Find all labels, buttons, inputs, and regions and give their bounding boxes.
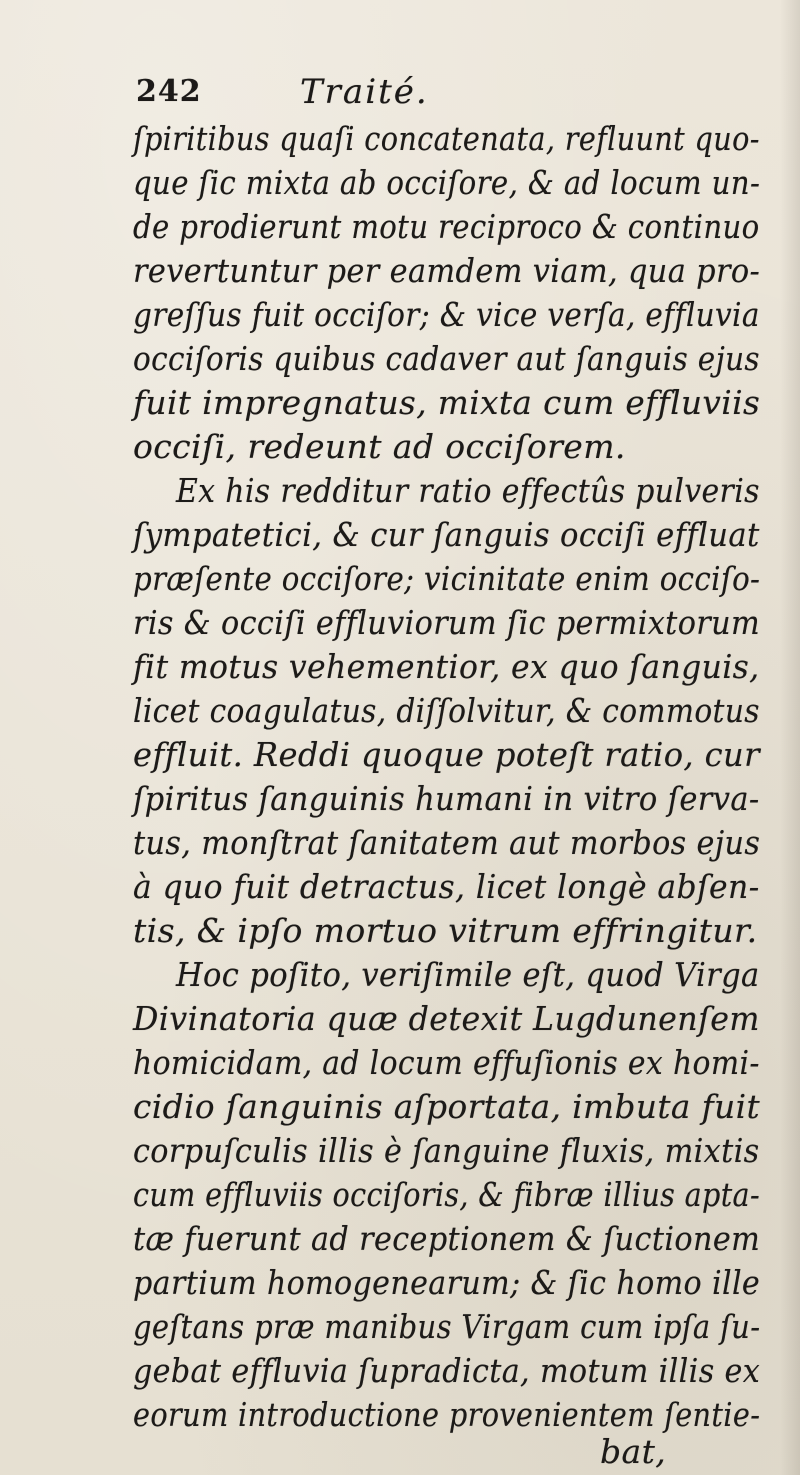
text-line: cidio ſanguinis aſportata, imbuta fuit — [133, 1087, 761, 1126]
text-line: cum effluviis occiſoris, & fibræ illius apta- — [133, 1175, 760, 1214]
text-line: revertuntur per eamdem viam, qua pro- — [133, 251, 761, 290]
text-line: Divinatoria quæ detexit Lugdunenſem — [133, 999, 760, 1038]
text-line: ſympatetici, & cur ſanguis occiſi effluat — [133, 515, 760, 554]
text-line: corpuſculis illis è ſanguine fluxis, mixtis — [133, 1131, 760, 1170]
text-line: præſente occiſore; vicinitate enim occiſo- — [133, 559, 761, 598]
page-header — [0, 74, 800, 114]
text-line: fuit impregnatus, mixta cum effluviis — [133, 383, 761, 422]
text-line: homicidam, ad locum effuſionis ex homi- — [133, 1043, 760, 1082]
text-line: tus, monſtrat ſanitatem aut morbos ejus — [133, 823, 761, 862]
text-line: ſpiritibus quaſi concatenata, refluunt quo- — [133, 119, 760, 158]
text-line: que ſic mixta ab occiſore, & ad locum un- — [133, 163, 761, 202]
text-line: eorum introductione provenientem ſentie- — [133, 1395, 761, 1434]
text-line: occiſoris quibus cadaver aut ſanguis ejus — [133, 339, 760, 378]
text-line: tæ fuerunt ad receptionem & ſuctionem — [133, 1219, 761, 1258]
running-head: Traité. — [300, 72, 429, 112]
text-line: occiſi, redeunt ad occiſorem. — [133, 427, 626, 466]
text-line: ris & occiſi effluviorum ſic permixtorum — [133, 603, 761, 642]
text-line: fit motus vehementior, ex quo ſanguis, — [133, 647, 760, 686]
text-line: licet coagulatus, diſſolvitur, & commotus — [133, 691, 760, 730]
text-line: greſſus fuit occiſor; & vice verſa, effluvia — [133, 295, 760, 334]
text-line: gebat effluvia ſupradicta, motum illis ex — [133, 1351, 761, 1390]
text-line: tis, & ipſo mortuo vitrum effringitur. — [133, 911, 758, 950]
text-line: effluit. Reddi quoque poteſt ratio, cur — [133, 735, 760, 774]
text-line: Hoc poſito, veriſimile eſt, quod Virga — [176, 955, 760, 994]
catchword: bat, — [600, 1432, 667, 1471]
text-line: partium homogenearum; & ſic homo ille — [133, 1263, 761, 1302]
text-line: geſtans præ manibus Virgam cum ipſa ſu- — [133, 1307, 761, 1346]
text-line: Ex his redditur ratio effectûs pulveris — [176, 471, 760, 510]
text-line: ſpiritus ſanguinis humani in vitro ſerva- — [133, 779, 760, 818]
page-edge-shadow — [780, 0, 800, 1475]
text-line: de prodierunt motu reciproco & continuo — [133, 207, 760, 246]
text-line: à quo fuit detractus, licet longè abſen- — [133, 867, 760, 906]
page-number: 242 — [136, 74, 202, 109]
